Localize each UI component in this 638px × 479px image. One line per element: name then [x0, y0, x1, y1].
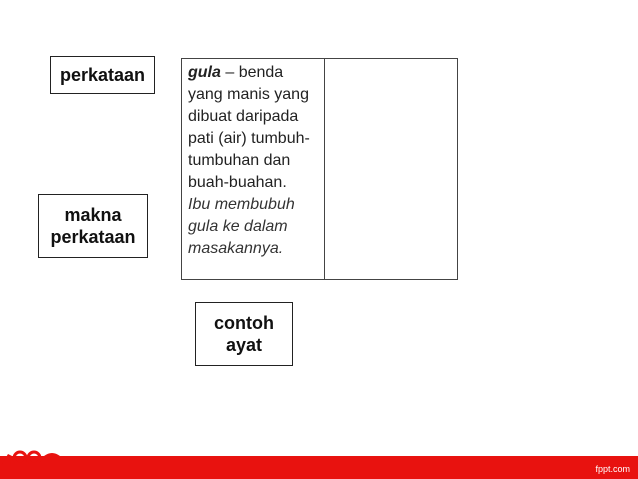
definition-line: pati (air) tumbuh- [188, 130, 310, 147]
perkataan-label-box [50, 56, 155, 94]
example-line: Ibu membubuh [188, 196, 295, 213]
definition-line: buah-buahan. [188, 174, 287, 191]
defined-word: gula [188, 64, 221, 81]
definition-line: tumbuhan dan [188, 152, 291, 169]
contoh-label-line2: ayat [225, 335, 263, 355]
empty-table-cell [325, 59, 457, 279]
example-line: masakannya. [188, 240, 284, 257]
makna-label [50, 204, 135, 248]
contoh-label [214, 312, 274, 356]
definition-line: benda [238, 64, 284, 81]
makna-label-box [38, 194, 148, 258]
makna-label-line1: makna [64, 205, 122, 225]
contoh-label-line1: contoh [214, 313, 274, 333]
footer-logo-icon [0, 448, 90, 464]
contoh-label-box [195, 302, 293, 366]
definition-dash: – [220, 64, 239, 81]
definition-line: dibuat daripada [188, 108, 299, 125]
example-line: gula ke dalam [188, 218, 288, 235]
definition-table [181, 58, 458, 280]
definition-line: yang manis yang [188, 86, 309, 103]
footer-credit: fppt.com [595, 464, 630, 474]
footer-bar [0, 456, 638, 479]
perkataan-label: perkataan [59, 65, 146, 85]
definition-cell [182, 59, 325, 279]
makna-label-line2: perkataan [50, 227, 136, 247]
